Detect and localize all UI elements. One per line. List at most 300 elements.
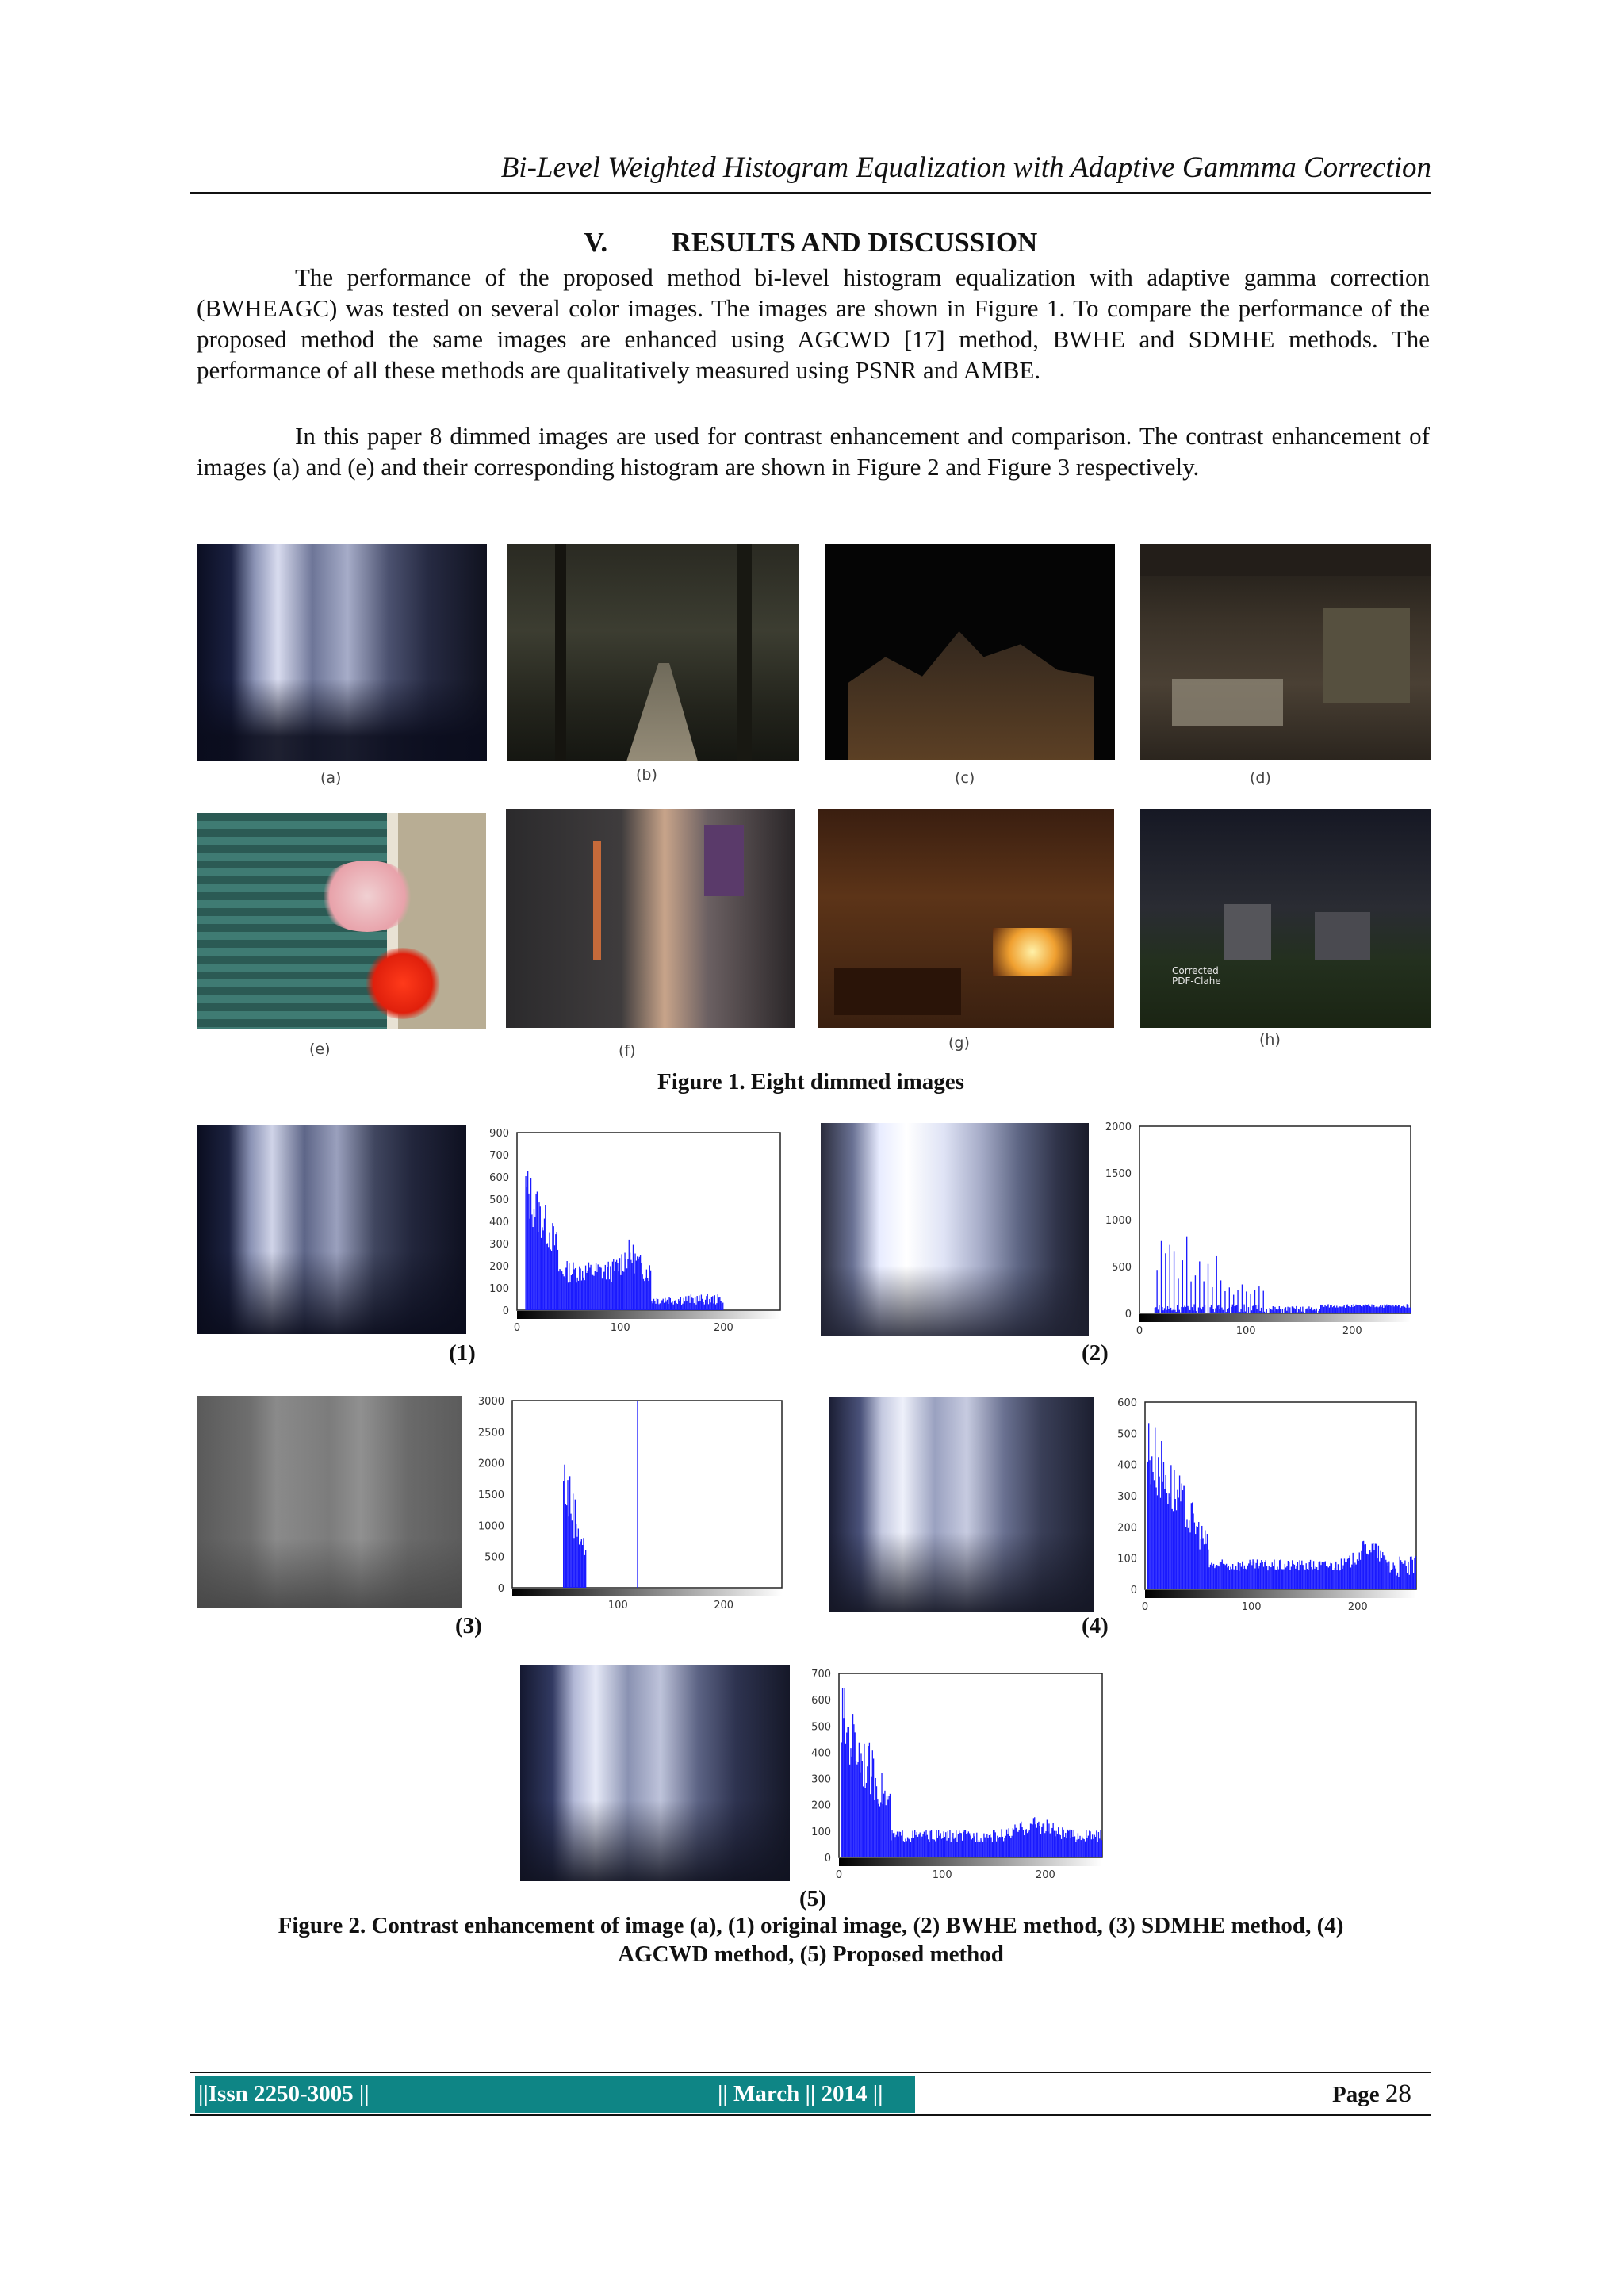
histogram-bar — [1406, 1566, 1407, 1589]
histogram-bar — [996, 1842, 997, 1857]
section-title: RESULTS AND DISCUSSION — [671, 227, 1038, 258]
histogram-bar — [558, 1271, 559, 1310]
histogram-bar — [843, 1718, 844, 1857]
histogram-bar — [935, 1841, 936, 1857]
histogram-bar — [1396, 1576, 1397, 1589]
histogram-bar — [1095, 1837, 1096, 1857]
histogram-bar — [1076, 1840, 1077, 1857]
histogram-bar — [720, 1301, 721, 1310]
histogram-bar — [1147, 1462, 1148, 1589]
histogram-bar — [849, 1765, 850, 1857]
histogram-bar — [1222, 1559, 1223, 1589]
label-d: (d) — [1250, 769, 1271, 787]
gray-scale-bar — [1139, 1314, 1411, 1322]
histogram-bar — [602, 1278, 603, 1310]
histogram-1-svg — [468, 1125, 785, 1334]
histogram-bar — [1186, 1519, 1187, 1589]
histogram-bar — [592, 1275, 593, 1310]
histogram-bar — [1233, 1295, 1234, 1313]
histogram-bar — [1288, 1561, 1289, 1589]
histogram-bar — [1161, 1241, 1162, 1313]
histogram-bar — [1024, 1835, 1025, 1857]
fig2-image-2-bwhe — [821, 1123, 1089, 1336]
histogram-bar — [1340, 1307, 1341, 1313]
histogram-bar — [1193, 1304, 1194, 1313]
histogram-bar — [900, 1832, 901, 1857]
histogram-bar — [1223, 1310, 1224, 1313]
histogram-bar — [985, 1838, 986, 1857]
histogram-bar — [1196, 1311, 1197, 1313]
histogram-bar — [903, 1841, 904, 1857]
histogram-bar — [605, 1265, 606, 1310]
histogram-bar — [1230, 1567, 1231, 1589]
histogram-bar — [1178, 1497, 1179, 1589]
histogram-bar — [582, 1271, 583, 1310]
histogram-bar — [1210, 1565, 1211, 1589]
histogram-bar — [1311, 1567, 1312, 1589]
histogram-bar — [668, 1297, 669, 1310]
histogram-bar — [1198, 1307, 1199, 1313]
histogram-bar — [708, 1304, 709, 1310]
histogram-1 — [468, 1125, 785, 1334]
histogram-bar — [684, 1301, 685, 1310]
histogram-bar — [593, 1276, 594, 1310]
histogram-bar — [1304, 1570, 1305, 1589]
histogram-bar — [673, 1305, 674, 1310]
histogram-bar — [937, 1838, 938, 1857]
histogram-bar — [1195, 1275, 1196, 1313]
histogram-bar — [979, 1842, 980, 1857]
histogram-bar — [1045, 1831, 1046, 1857]
histogram-bar — [1176, 1510, 1177, 1589]
histogram-bar — [1165, 1475, 1166, 1589]
footer-page-label: Page — [1332, 2082, 1380, 2107]
histogram-bar — [891, 1830, 892, 1857]
histogram-2-svg — [1090, 1118, 1415, 1337]
histogram-bar — [1342, 1566, 1343, 1589]
histogram-bar — [548, 1247, 549, 1310]
histogram-bar — [848, 1727, 849, 1857]
histogram-bar — [1229, 1570, 1230, 1589]
histogram-bar — [1225, 1565, 1226, 1589]
histogram-bar — [938, 1830, 939, 1857]
histogram-bar — [1389, 1305, 1390, 1313]
histogram-bar — [1366, 1305, 1367, 1313]
histogram-bar — [1361, 1306, 1362, 1313]
histogram-bar — [1084, 1839, 1085, 1857]
histogram-bar — [1214, 1568, 1215, 1589]
histogram-bar — [1314, 1309, 1315, 1313]
histogram-bar — [1093, 1839, 1094, 1857]
histogram-bar — [1037, 1823, 1038, 1857]
histogram-bar — [584, 1280, 585, 1310]
histogram-bar — [1408, 1308, 1409, 1313]
histogram-bar — [951, 1842, 952, 1857]
histogram-bar — [1091, 1839, 1092, 1857]
histogram-bar — [1040, 1834, 1041, 1857]
histogram-bar — [661, 1300, 662, 1310]
histogram-bar — [1377, 1307, 1378, 1313]
histogram-bar — [1374, 1307, 1375, 1313]
histogram-bar — [629, 1240, 630, 1310]
histogram-bar — [1313, 1310, 1314, 1313]
histogram-bar — [566, 1505, 567, 1588]
histogram-bar — [1326, 1566, 1327, 1589]
histogram-bar — [1330, 1305, 1331, 1313]
histogram-bar — [1355, 1305, 1356, 1313]
histogram-bar — [980, 1838, 981, 1857]
histogram-bar — [1291, 1566, 1292, 1589]
histogram-bar — [956, 1842, 957, 1857]
histogram-bar — [1006, 1830, 1007, 1857]
histogram-bar — [1191, 1503, 1192, 1589]
histogram-bar — [1310, 1309, 1311, 1313]
histogram-bar — [1306, 1563, 1307, 1589]
histogram-bar — [1232, 1564, 1233, 1589]
histogram-bar — [695, 1305, 696, 1310]
histogram-bar — [993, 1830, 994, 1857]
histogram-bar — [588, 1263, 589, 1310]
fig2-image-5-proposed — [520, 1665, 790, 1881]
histogram-bar — [648, 1281, 649, 1310]
histogram-bar — [1016, 1828, 1017, 1857]
histogram-bar — [969, 1833, 970, 1857]
histogram-bar — [1001, 1829, 1002, 1857]
histogram-bar — [862, 1761, 863, 1857]
y-tick-label: 300 — [811, 1773, 831, 1786]
histogram-bar — [1175, 1499, 1176, 1589]
histogram-bar — [1152, 1472, 1153, 1589]
gray-scale-bar — [517, 1311, 780, 1319]
histogram-bar — [874, 1800, 875, 1857]
histogram-bar — [1154, 1480, 1155, 1589]
histogram-bar — [1048, 1823, 1049, 1857]
histogram-bar — [1233, 1570, 1234, 1589]
histogram-bar — [1228, 1566, 1229, 1589]
histogram-bar — [1061, 1839, 1062, 1857]
histogram-bar — [1007, 1834, 1008, 1857]
fig2-label-3: (3) — [455, 1613, 482, 1639]
histogram-bar — [1298, 1570, 1299, 1589]
histogram-bar — [608, 1262, 609, 1310]
histogram-bar — [865, 1788, 866, 1857]
histogram-bar — [1278, 1570, 1279, 1589]
histogram-bar — [1285, 1307, 1286, 1313]
histogram-bar — [1405, 1308, 1406, 1313]
y-tick-label: 900 — [489, 1128, 509, 1140]
histogram-bar — [1388, 1305, 1389, 1313]
histogram-bar — [1247, 1566, 1248, 1589]
histogram-bar — [1177, 1305, 1178, 1313]
histogram-bar — [949, 1830, 950, 1857]
histogram-bar — [622, 1271, 623, 1310]
histogram-bar — [1398, 1305, 1399, 1313]
histogram-bar — [1270, 1309, 1271, 1313]
histogram-bar — [1402, 1306, 1403, 1313]
histogram-bar — [1325, 1562, 1326, 1589]
histogram-bar — [910, 1842, 911, 1857]
histogram-bar — [1239, 1563, 1240, 1589]
histogram-bar — [1279, 1306, 1280, 1313]
y-tick-label: 0 — [1124, 1309, 1132, 1320]
histogram-bar — [1190, 1282, 1191, 1313]
histogram-bar — [616, 1260, 617, 1310]
histogram-bar — [610, 1266, 611, 1310]
histogram-bar — [559, 1269, 560, 1310]
histogram-bar — [1011, 1836, 1012, 1857]
histogram-bar — [998, 1838, 999, 1857]
histogram-bar — [1364, 1544, 1365, 1589]
histogram-bar — [931, 1830, 932, 1857]
histogram-bar — [1379, 1306, 1380, 1313]
histogram-bar — [1166, 1310, 1167, 1313]
histogram-bar — [562, 1274, 563, 1310]
histogram-bar — [1344, 1305, 1345, 1313]
histogram-bar — [574, 1269, 575, 1310]
histogram-bar — [1352, 1307, 1353, 1313]
histogram-bar — [1204, 1544, 1205, 1589]
histogram-bar — [1380, 1305, 1381, 1313]
histogram-bar — [583, 1538, 584, 1588]
histogram-bar — [1242, 1562, 1243, 1589]
histogram-bar — [1167, 1504, 1168, 1589]
histogram-bar — [1242, 1285, 1243, 1313]
histogram-bar — [1244, 1566, 1245, 1589]
histogram-bar — [1189, 1532, 1190, 1589]
histogram-bar — [1021, 1827, 1022, 1857]
histogram-bar — [1335, 1308, 1336, 1313]
histogram-bar — [866, 1783, 867, 1857]
histogram-bar — [1245, 1312, 1246, 1313]
histogram-bar — [1092, 1834, 1093, 1857]
histogram-bar — [647, 1278, 648, 1310]
histogram-bar — [1382, 1552, 1383, 1589]
histogram-bar — [1386, 1305, 1387, 1313]
histogram-bar — [1376, 1544, 1377, 1589]
histogram-bar — [1302, 1307, 1303, 1313]
histogram-bar — [567, 1480, 568, 1588]
histogram-bar — [712, 1296, 713, 1310]
y-tick-label: 1500 — [1105, 1168, 1132, 1180]
histogram-bar — [1383, 1555, 1384, 1589]
histogram-bar — [1280, 1560, 1281, 1589]
histogram-bar — [677, 1304, 678, 1310]
histogram-bar — [1249, 1560, 1250, 1589]
histogram-bar — [971, 1839, 972, 1857]
histogram-bar — [1213, 1309, 1214, 1313]
histogram-bar — [876, 1786, 877, 1857]
histogram-bar — [654, 1301, 655, 1310]
histogram-bar — [688, 1296, 689, 1310]
histogram-bar — [999, 1837, 1000, 1857]
histogram-5-svg — [790, 1665, 1107, 1881]
histogram-bar — [1391, 1305, 1392, 1313]
histogram-bar — [1300, 1307, 1301, 1313]
histogram-bar — [952, 1833, 953, 1857]
histogram-bar — [855, 1732, 856, 1857]
histogram-bar — [636, 1261, 637, 1310]
histogram-bar — [878, 1804, 879, 1857]
histogram-bar — [965, 1830, 966, 1857]
histogram-bar — [1181, 1307, 1182, 1313]
histogram-bar — [1170, 1308, 1171, 1313]
histogram-bar — [1344, 1558, 1345, 1589]
histogram-bar — [1287, 1307, 1288, 1313]
histogram-5 — [790, 1665, 1107, 1881]
histogram-bar — [707, 1294, 708, 1310]
histogram-bar — [1283, 1570, 1284, 1589]
histogram-bar — [1245, 1569, 1246, 1589]
histogram-bar — [1382, 1305, 1383, 1313]
photo-h-cemetery — [1140, 809, 1431, 1028]
histogram-bar — [1275, 1570, 1276, 1589]
histogram-bar — [881, 1773, 882, 1857]
histogram-bar — [920, 1833, 921, 1857]
histogram-bar — [541, 1238, 542, 1310]
histogram-bar — [1350, 1567, 1351, 1589]
histogram-bar — [1068, 1831, 1069, 1857]
histogram-bar — [872, 1750, 873, 1857]
histogram-bar — [1075, 1842, 1076, 1857]
histogram-bar — [563, 1481, 564, 1588]
histogram-bar — [1409, 1575, 1410, 1589]
histogram-bar — [1234, 1306, 1235, 1313]
histogram-bar — [896, 1835, 897, 1857]
histogram-bar — [1359, 1552, 1360, 1589]
histogram-bar — [1202, 1538, 1203, 1589]
histogram-bar — [1323, 1307, 1324, 1313]
x-tick-label: 200 — [1347, 1601, 1368, 1613]
photo-g-fireplace — [818, 809, 1114, 1028]
histogram-bar — [1320, 1565, 1321, 1589]
histogram-bar — [1177, 1490, 1178, 1589]
histogram-bar — [1296, 1566, 1297, 1589]
histogram-bar — [582, 1545, 583, 1588]
x-tick-label: 0 — [835, 1869, 843, 1881]
histogram-bar — [1384, 1305, 1385, 1313]
histogram-bar — [722, 1303, 723, 1310]
histogram-bar — [1281, 1569, 1282, 1589]
histogram-bar — [1057, 1834, 1058, 1857]
histogram-bar — [644, 1281, 645, 1310]
histogram-bar — [674, 1301, 675, 1310]
histogram-bar — [1363, 1541, 1364, 1589]
histogram-bar — [1170, 1465, 1171, 1589]
histogram-bar — [1157, 1495, 1158, 1589]
histogram-bar — [565, 1267, 566, 1310]
histogram-bar — [685, 1296, 686, 1310]
histogram-bar — [689, 1303, 690, 1310]
histogram-bar — [879, 1807, 880, 1857]
histogram-bar — [1276, 1309, 1277, 1313]
histogram-bar — [627, 1259, 628, 1310]
header-rule — [190, 192, 1431, 194]
histogram-bar — [1069, 1830, 1070, 1857]
histogram-bar — [1413, 1573, 1414, 1589]
histogram-bar — [545, 1205, 546, 1310]
histogram-bar — [1167, 1306, 1168, 1313]
footer-rule-top — [190, 2072, 1431, 2073]
histogram-bar — [1401, 1306, 1402, 1313]
histogram-bar — [1180, 1501, 1181, 1589]
histogram-bar — [665, 1301, 666, 1310]
histogram-bar — [596, 1272, 597, 1310]
histogram-bar — [1370, 1552, 1371, 1589]
x-tick-label: 0 — [1136, 1325, 1143, 1337]
x-tick-label: 200 — [1342, 1325, 1362, 1337]
histogram-bar — [852, 1714, 853, 1857]
histogram-bar — [992, 1842, 993, 1857]
histogram-bar — [1211, 1563, 1212, 1589]
histogram-bar — [924, 1832, 925, 1857]
histogram-bar — [1320, 1305, 1321, 1313]
histogram-bar — [1026, 1829, 1027, 1857]
histogram-bar — [1300, 1565, 1301, 1589]
histogram-bar — [1194, 1523, 1195, 1589]
histogram-bar — [657, 1299, 658, 1310]
histogram-bar — [1261, 1308, 1262, 1313]
histogram-bar — [1254, 1290, 1255, 1313]
histogram-bar — [942, 1838, 943, 1857]
histogram-bar — [1081, 1840, 1082, 1857]
histogram-bar — [598, 1264, 599, 1310]
histogram-bar — [915, 1835, 916, 1857]
histogram-bar — [948, 1838, 949, 1857]
histogram-bar — [841, 1742, 842, 1857]
x-tick-label: 200 — [1035, 1869, 1055, 1881]
running-header: Bi-Level Weighted Histogram Equalization with Adaptive Gammma Correction — [500, 151, 1431, 184]
x-tick-label: 200 — [713, 1322, 733, 1334]
histogram-bar — [1360, 1560, 1361, 1589]
histogram-bar — [1342, 1306, 1343, 1313]
label-a: (a) — [320, 769, 342, 787]
histogram-bar — [1238, 1562, 1239, 1589]
histogram-bar — [633, 1245, 634, 1310]
histogram-bar — [1295, 1569, 1296, 1589]
histogram-bar — [637, 1256, 638, 1310]
histogram-bar — [595, 1271, 596, 1310]
histogram-bar — [1400, 1308, 1401, 1313]
histogram-bar — [1227, 1567, 1228, 1589]
y-tick-label: 0 — [502, 1305, 509, 1317]
histogram-bar — [1368, 1304, 1369, 1313]
histogram-bar — [1381, 1558, 1382, 1589]
histogram-bar — [1297, 1562, 1298, 1589]
histogram-bar — [1301, 1561, 1302, 1589]
histogram-bar — [927, 1835, 928, 1857]
histogram-bar — [1149, 1460, 1150, 1589]
histogram-bar — [1003, 1841, 1004, 1857]
histogram-bar — [905, 1839, 906, 1857]
histogram-bar — [1220, 1562, 1221, 1589]
histogram-bar — [1236, 1570, 1237, 1589]
histogram-bar — [914, 1830, 915, 1857]
histogram-bar — [977, 1842, 978, 1857]
histogram-bar — [1294, 1565, 1295, 1589]
histogram-bar — [1373, 1550, 1374, 1589]
histogram-bar — [966, 1834, 967, 1857]
histogram-bar — [1200, 1308, 1201, 1313]
photo-h-overlay — [1172, 966, 1221, 987]
histogram-bar — [1274, 1307, 1275, 1313]
histogram-bar — [640, 1255, 641, 1310]
histogram-bar — [934, 1840, 935, 1857]
x-tick-label: 100 — [1235, 1325, 1256, 1337]
y-tick-label: 500 — [1112, 1262, 1132, 1274]
histogram-bar — [1357, 1559, 1358, 1589]
section-heading — [190, 227, 1431, 259]
histogram-bar — [581, 1281, 582, 1310]
